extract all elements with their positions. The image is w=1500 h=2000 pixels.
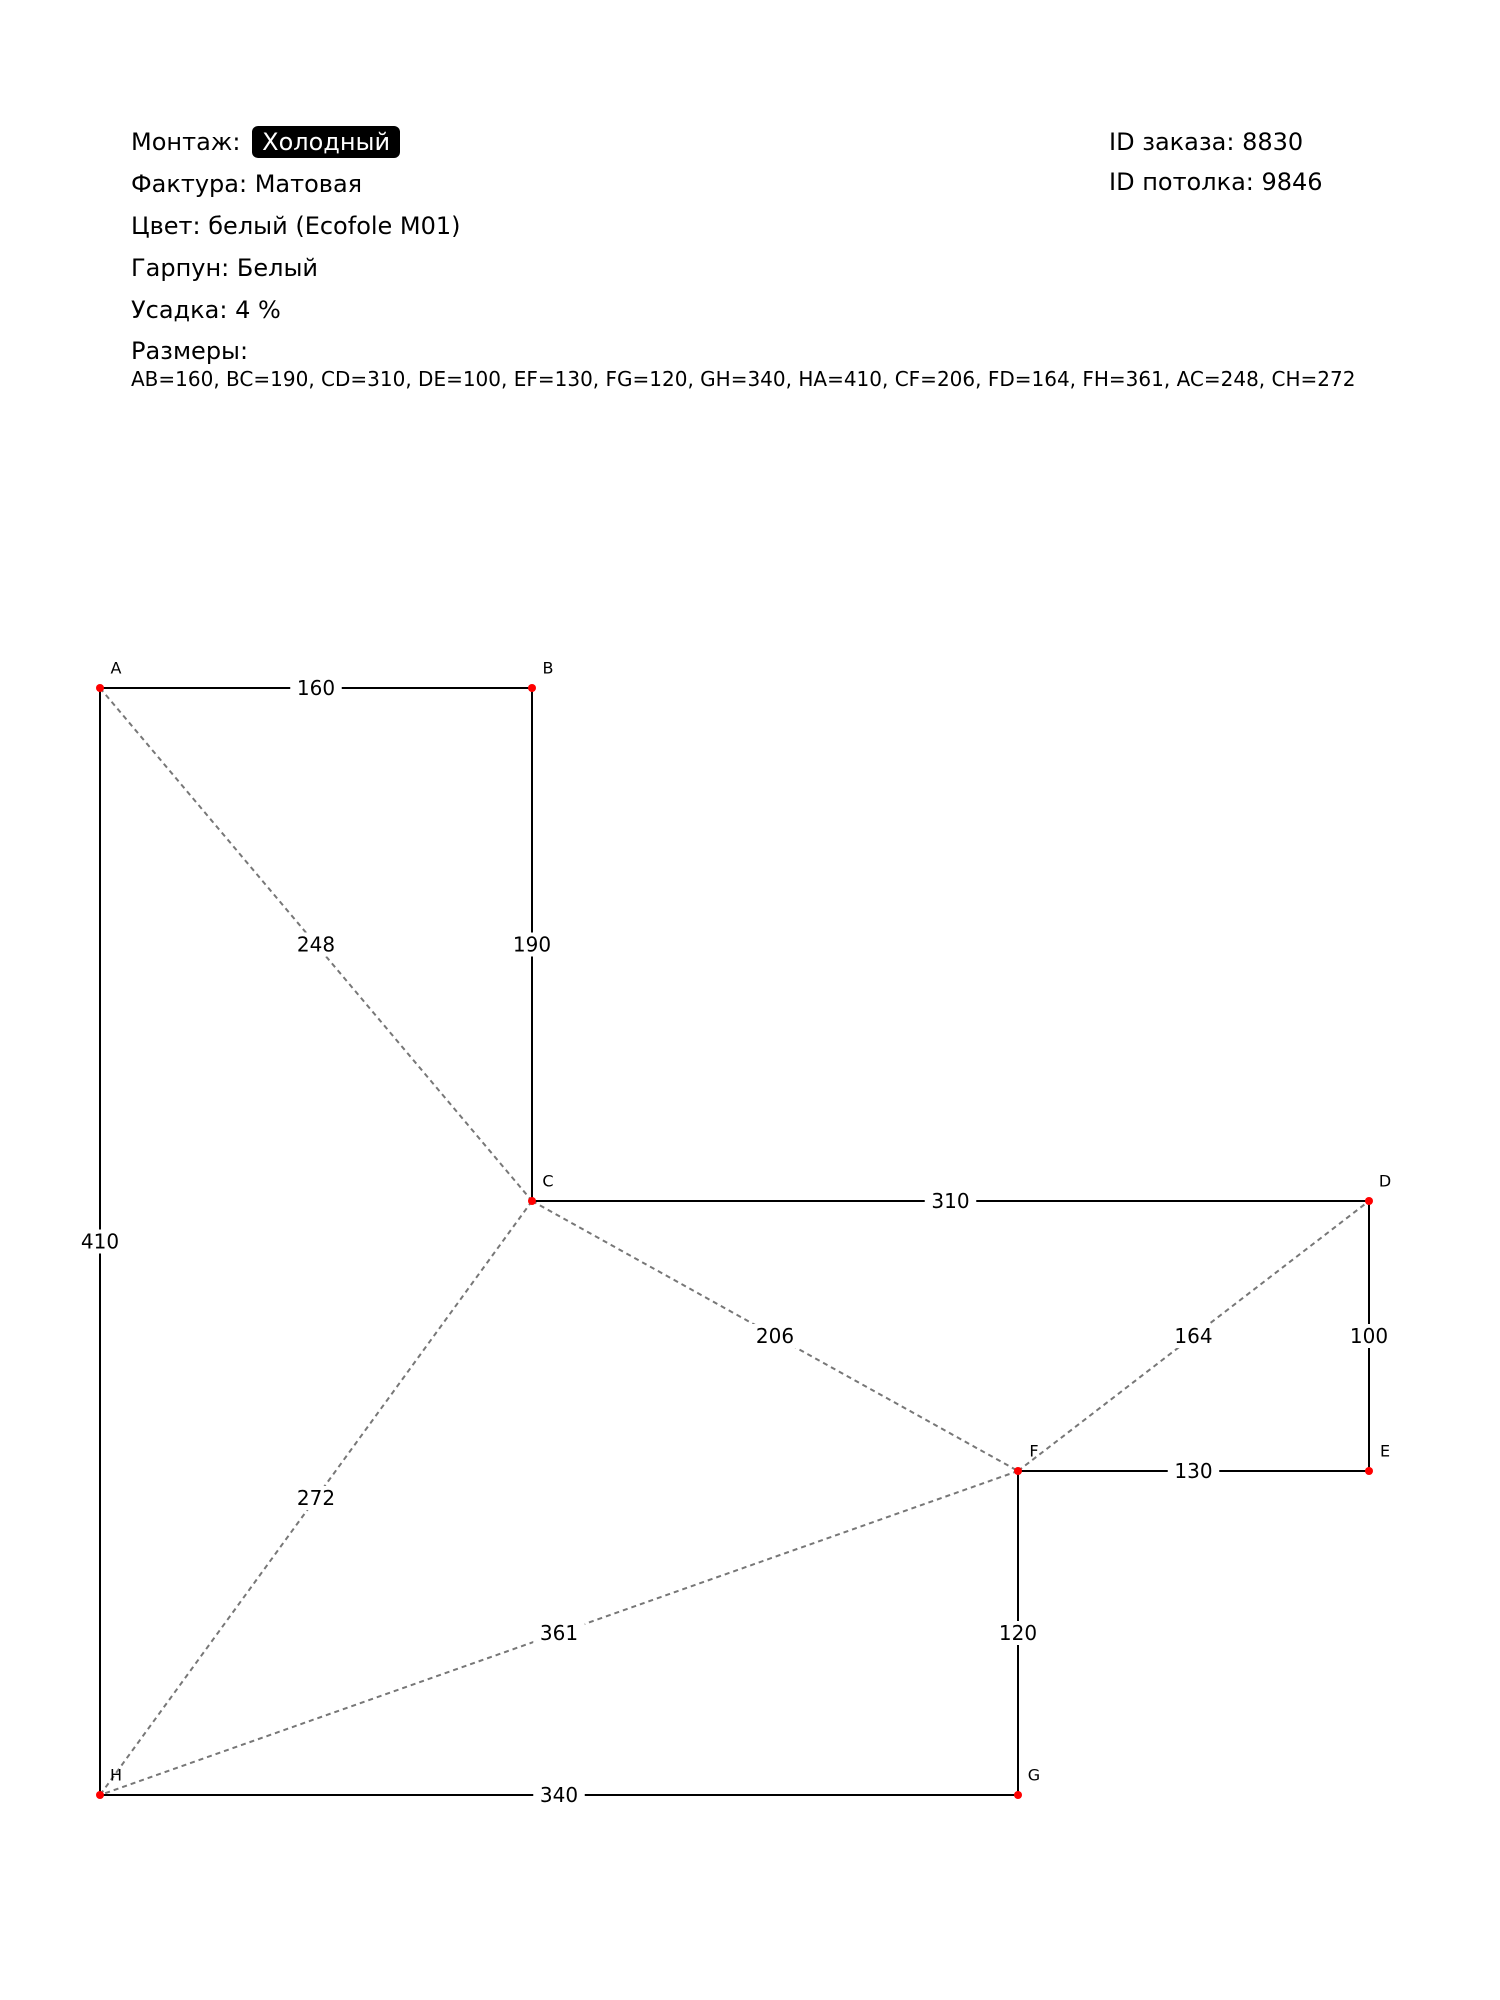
ceiling-id-value: 9846 — [1261, 168, 1323, 196]
order-id-value: 8830 — [1242, 128, 1304, 156]
shrink-label: Усадка: — [131, 296, 228, 324]
vertex-label-f: F — [1029, 1441, 1039, 1461]
vertex-label-c: C — [542, 1171, 554, 1191]
sizes-list: AB=160, BC=190, CD=310, DE=100, EF=130, FG=120, GH=340, HA=410, CF=206, FD=164, FH=361, AC=248, CH=272 — [131, 367, 1356, 391]
color-value: белый (Ecofole M01) — [208, 212, 461, 240]
color-label: Цвет: — [131, 212, 201, 240]
dimension-label-ch: 272 — [296, 1486, 336, 1510]
vertex-f — [1014, 1467, 1022, 1475]
vertex-c — [528, 1197, 536, 1205]
harpoon-label: Гарпун: — [131, 254, 230, 282]
shrink-value: 4 % — [235, 296, 281, 324]
diagonals-layer — [100, 688, 1369, 1795]
order-id-label: ID заказа: — [1109, 128, 1235, 156]
vertex-h — [96, 1791, 104, 1799]
vertex-label-d: D — [1378, 1171, 1392, 1191]
vertex-d — [1365, 1197, 1373, 1205]
dimension-label-cd: 310 — [931, 1189, 970, 1213]
mount-label: Монтаж: — [131, 128, 241, 156]
dimension-label-bc: 190 — [512, 932, 552, 957]
sides-layer — [100, 688, 1369, 1795]
harpoon-value: Белый — [236, 254, 319, 282]
dimension-label-fd: 164 — [1174, 1324, 1213, 1348]
vertex-g — [1014, 1791, 1022, 1799]
ceiling-id-label: ID потолка: — [1109, 168, 1254, 196]
dimension-label-ef: 130 — [1174, 1459, 1213, 1483]
vertex-label-b: B — [542, 658, 554, 678]
dimension-label-ha: 410 — [80, 1229, 120, 1254]
texture-value: Матовая — [254, 170, 363, 198]
dimension-label-de: 100 — [1349, 1324, 1389, 1348]
sizes-title: Размеры: — [131, 337, 249, 365]
dimension-label-cf: 206 — [755, 1324, 795, 1348]
vertex-label-a: A — [110, 658, 122, 678]
dimension-label-fh: 361 — [539, 1621, 579, 1645]
mount-value-badge: Холодный — [252, 126, 400, 158]
vertex-label-h: H — [109, 1765, 123, 1785]
dimension-label-ac: 248 — [296, 932, 336, 957]
dimension-label-gh: 340 — [539, 1783, 579, 1807]
vertex-e — [1365, 1467, 1373, 1475]
vertex-a — [96, 684, 104, 692]
dimension-label-ab: 160 — [296, 676, 336, 700]
texture-label: Фактура: — [131, 170, 248, 198]
vertex-label-g: G — [1027, 1765, 1041, 1785]
vertex-b — [528, 684, 536, 692]
labels-layer — [74, 676, 1395, 1807]
dimension-label-fg: 120 — [998, 1621, 1038, 1645]
vertex-label-e: E — [1379, 1441, 1391, 1461]
points-layer — [96, 659, 1391, 1800]
